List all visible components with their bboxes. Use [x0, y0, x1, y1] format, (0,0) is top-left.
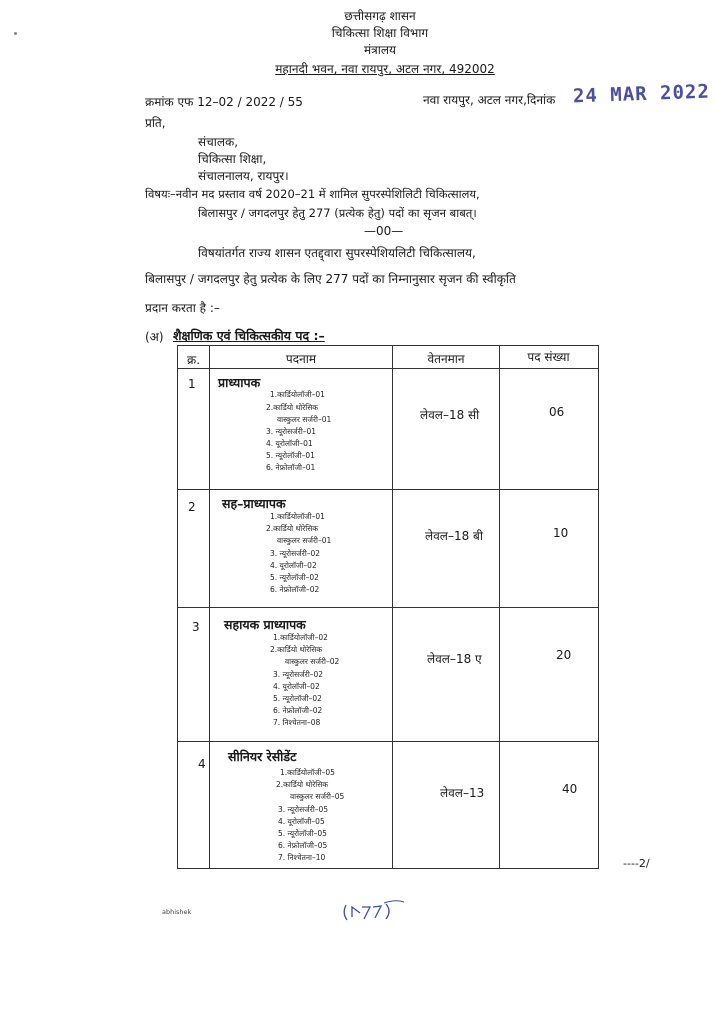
row-divider-3	[177, 741, 598, 742]
recipient-line2: चिकित्सा शिक्षा,	[198, 152, 267, 166]
row1-post: प्राध्यापक	[218, 375, 261, 390]
row3-sub-7: 6. नेफ्रोलॉजी–02	[273, 706, 323, 715]
th-sno: क्र.	[186, 353, 201, 367]
header-department: चिकित्सा शिक्षा विभाग	[331, 26, 429, 40]
row3-sub-8: 7. निश्चेतना–08	[273, 718, 321, 727]
row2-sub-4: 3. न्यूरोसर्जरी–02	[270, 549, 321, 558]
subject-line1: विषयः–नवीन मद प्रस्ताव वर्ष 2020–21 में शामिल सुपरस्पेशिलिटी चिकित्सालय,	[145, 187, 480, 201]
row1-sub-6: 5. न्यूरोलॉजी–01	[266, 451, 315, 460]
row4-sub-4: 3. न्यूरोसर्जरी–05	[278, 805, 329, 814]
header-ministry: मंत्रालय	[363, 43, 396, 57]
row2-sub-3: वास्कुलर सर्जरी–01	[277, 536, 332, 545]
row3-payscale: लेवल–18 ए	[427, 652, 482, 666]
author-initials: abhishek	[162, 908, 192, 916]
row1-count: 06	[549, 405, 565, 419]
row2-post: सह–प्राध्यापक	[222, 496, 286, 511]
row2-sno: 2	[188, 500, 196, 514]
row1-sub-5: 4. यूरोलॉजी–01	[266, 439, 313, 448]
row2-sub-7: 6. नेफ्रोलॉजी–02	[270, 585, 320, 594]
row4-sub-7: 6. नेफ्रोलॉजी–05	[278, 841, 328, 850]
row3-sub-6: 5. न्यूरोलॉजी–02	[273, 694, 322, 703]
row4-sub-3: वास्कुलर सर्जरी–05	[290, 792, 345, 801]
prati-label: प्रति,	[145, 116, 166, 130]
body-line3: प्रदान करता है :–	[145, 301, 220, 315]
row4-sub-5: 4. यूरोलॉजी–05	[278, 817, 325, 826]
row4-payscale: लेवल–13	[440, 786, 485, 800]
row1-sub-2: 2.कार्डियो थोरेसिक	[266, 403, 319, 412]
section-a-title: शैक्षणिक एवं चिकित्सकीय पद :–	[173, 328, 325, 343]
th-post: पदनाम	[285, 352, 317, 366]
body-line2: बिलासपुर / जगदलपुर हेतु प्रत्येक के लिए 277 पदों का निम्नानुसार सृजन की स्वीकृति	[145, 272, 516, 286]
subject-line2: बिलासपुर / जगदलपुर हेतु 277 (प्रत्येक हेतु) पदों का सृजन बाबत्।	[198, 206, 477, 220]
row2-sub-2: 2.कार्डियो थोरेसिक	[266, 524, 319, 533]
row4-count: 40	[562, 782, 578, 796]
row2-sub-6: 5. न्यूरोलॉजी–02	[270, 573, 319, 582]
stray-mark	[14, 32, 17, 35]
header-state: छत्तीसगढ़ शासन	[344, 9, 416, 23]
row3-sno: 3	[192, 620, 200, 634]
reference-number: क्रमांक एफ 12–02 / 2022 / 55	[145, 95, 303, 109]
header-row-divider	[177, 368, 598, 369]
row-divider-1	[177, 489, 598, 490]
section-a-prefix: (अ)	[145, 330, 164, 344]
row4-sub-6: 5. न्यूरोलॉजी–05	[278, 829, 327, 838]
row1-sub-4: 3. न्यूरोसर्जरी–01	[266, 427, 317, 436]
handwritten-number	[340, 895, 410, 929]
th-payscale: वेतनमान	[427, 352, 465, 366]
row4-sub-8: 7. निश्चेतना–10	[278, 853, 326, 862]
row3-sub-1: 1.कार्डियोलॉजी–02	[273, 633, 328, 642]
row3-sub-3: वास्कुलर सर्जरी–02	[285, 657, 340, 666]
th-count: पद संख्या	[527, 350, 570, 364]
row3-sub-2: 2.कार्डियो थोरेसिक	[270, 645, 323, 654]
row2-sub-5: 4. यूरोलॉजी–02	[270, 561, 317, 570]
separator: —00—	[364, 224, 404, 238]
header-address: महानदी भवन, नवा रायपुर, अटल नगर, 492002	[275, 62, 495, 76]
row4-sub-2: 2.कार्डियो थोरेसिक	[276, 780, 329, 789]
row3-count: 20	[556, 648, 572, 662]
row3-sub-5: 4. यूरोलॉजी–02	[273, 682, 320, 691]
recipient-line1: संचालक,	[198, 135, 239, 149]
row2-count: 10	[553, 526, 569, 540]
row2-payscale: लेवल–18 बी	[425, 529, 483, 543]
row3-post: सहायक प्राध्यापक	[224, 617, 306, 632]
row4-post: सीनियर रेसीडेंट	[228, 749, 297, 764]
row1-sub-1: 1.कार्डियोलॉजी–01	[270, 390, 325, 399]
row1-sub-7: 6. नेफ्रोलॉजी–01	[266, 463, 316, 472]
recipient-line3: संचालनालय, रायपुर।	[198, 169, 289, 183]
date-stamp: 24 MAR 2022	[572, 80, 711, 108]
place-date: नवा रायपुर, अटल नगर,दिनांक	[423, 93, 556, 107]
row1-sno: 1	[188, 377, 196, 391]
row1-sub-3: वास्कुलर सर्जरी–01	[277, 415, 332, 424]
row-divider-2	[177, 607, 598, 608]
row4-sno: 4	[198, 757, 206, 771]
body-line1: विषयांतर्गत राज्य शासन एतद्द्वारा सुपरस्पेशियलिटी चिकित्सालय,	[198, 246, 476, 260]
row1-payscale: लेवल–18 सी	[420, 408, 480, 422]
row4-sub-1: 1.कार्डियोलॉजी–05	[280, 768, 335, 777]
page-continuation: ----2/	[623, 857, 650, 870]
row3-sub-4: 3. न्यूरोसर्जरी–02	[273, 670, 324, 679]
row2-sub-1: 1.कार्डियोलॉजी–01	[270, 512, 325, 521]
